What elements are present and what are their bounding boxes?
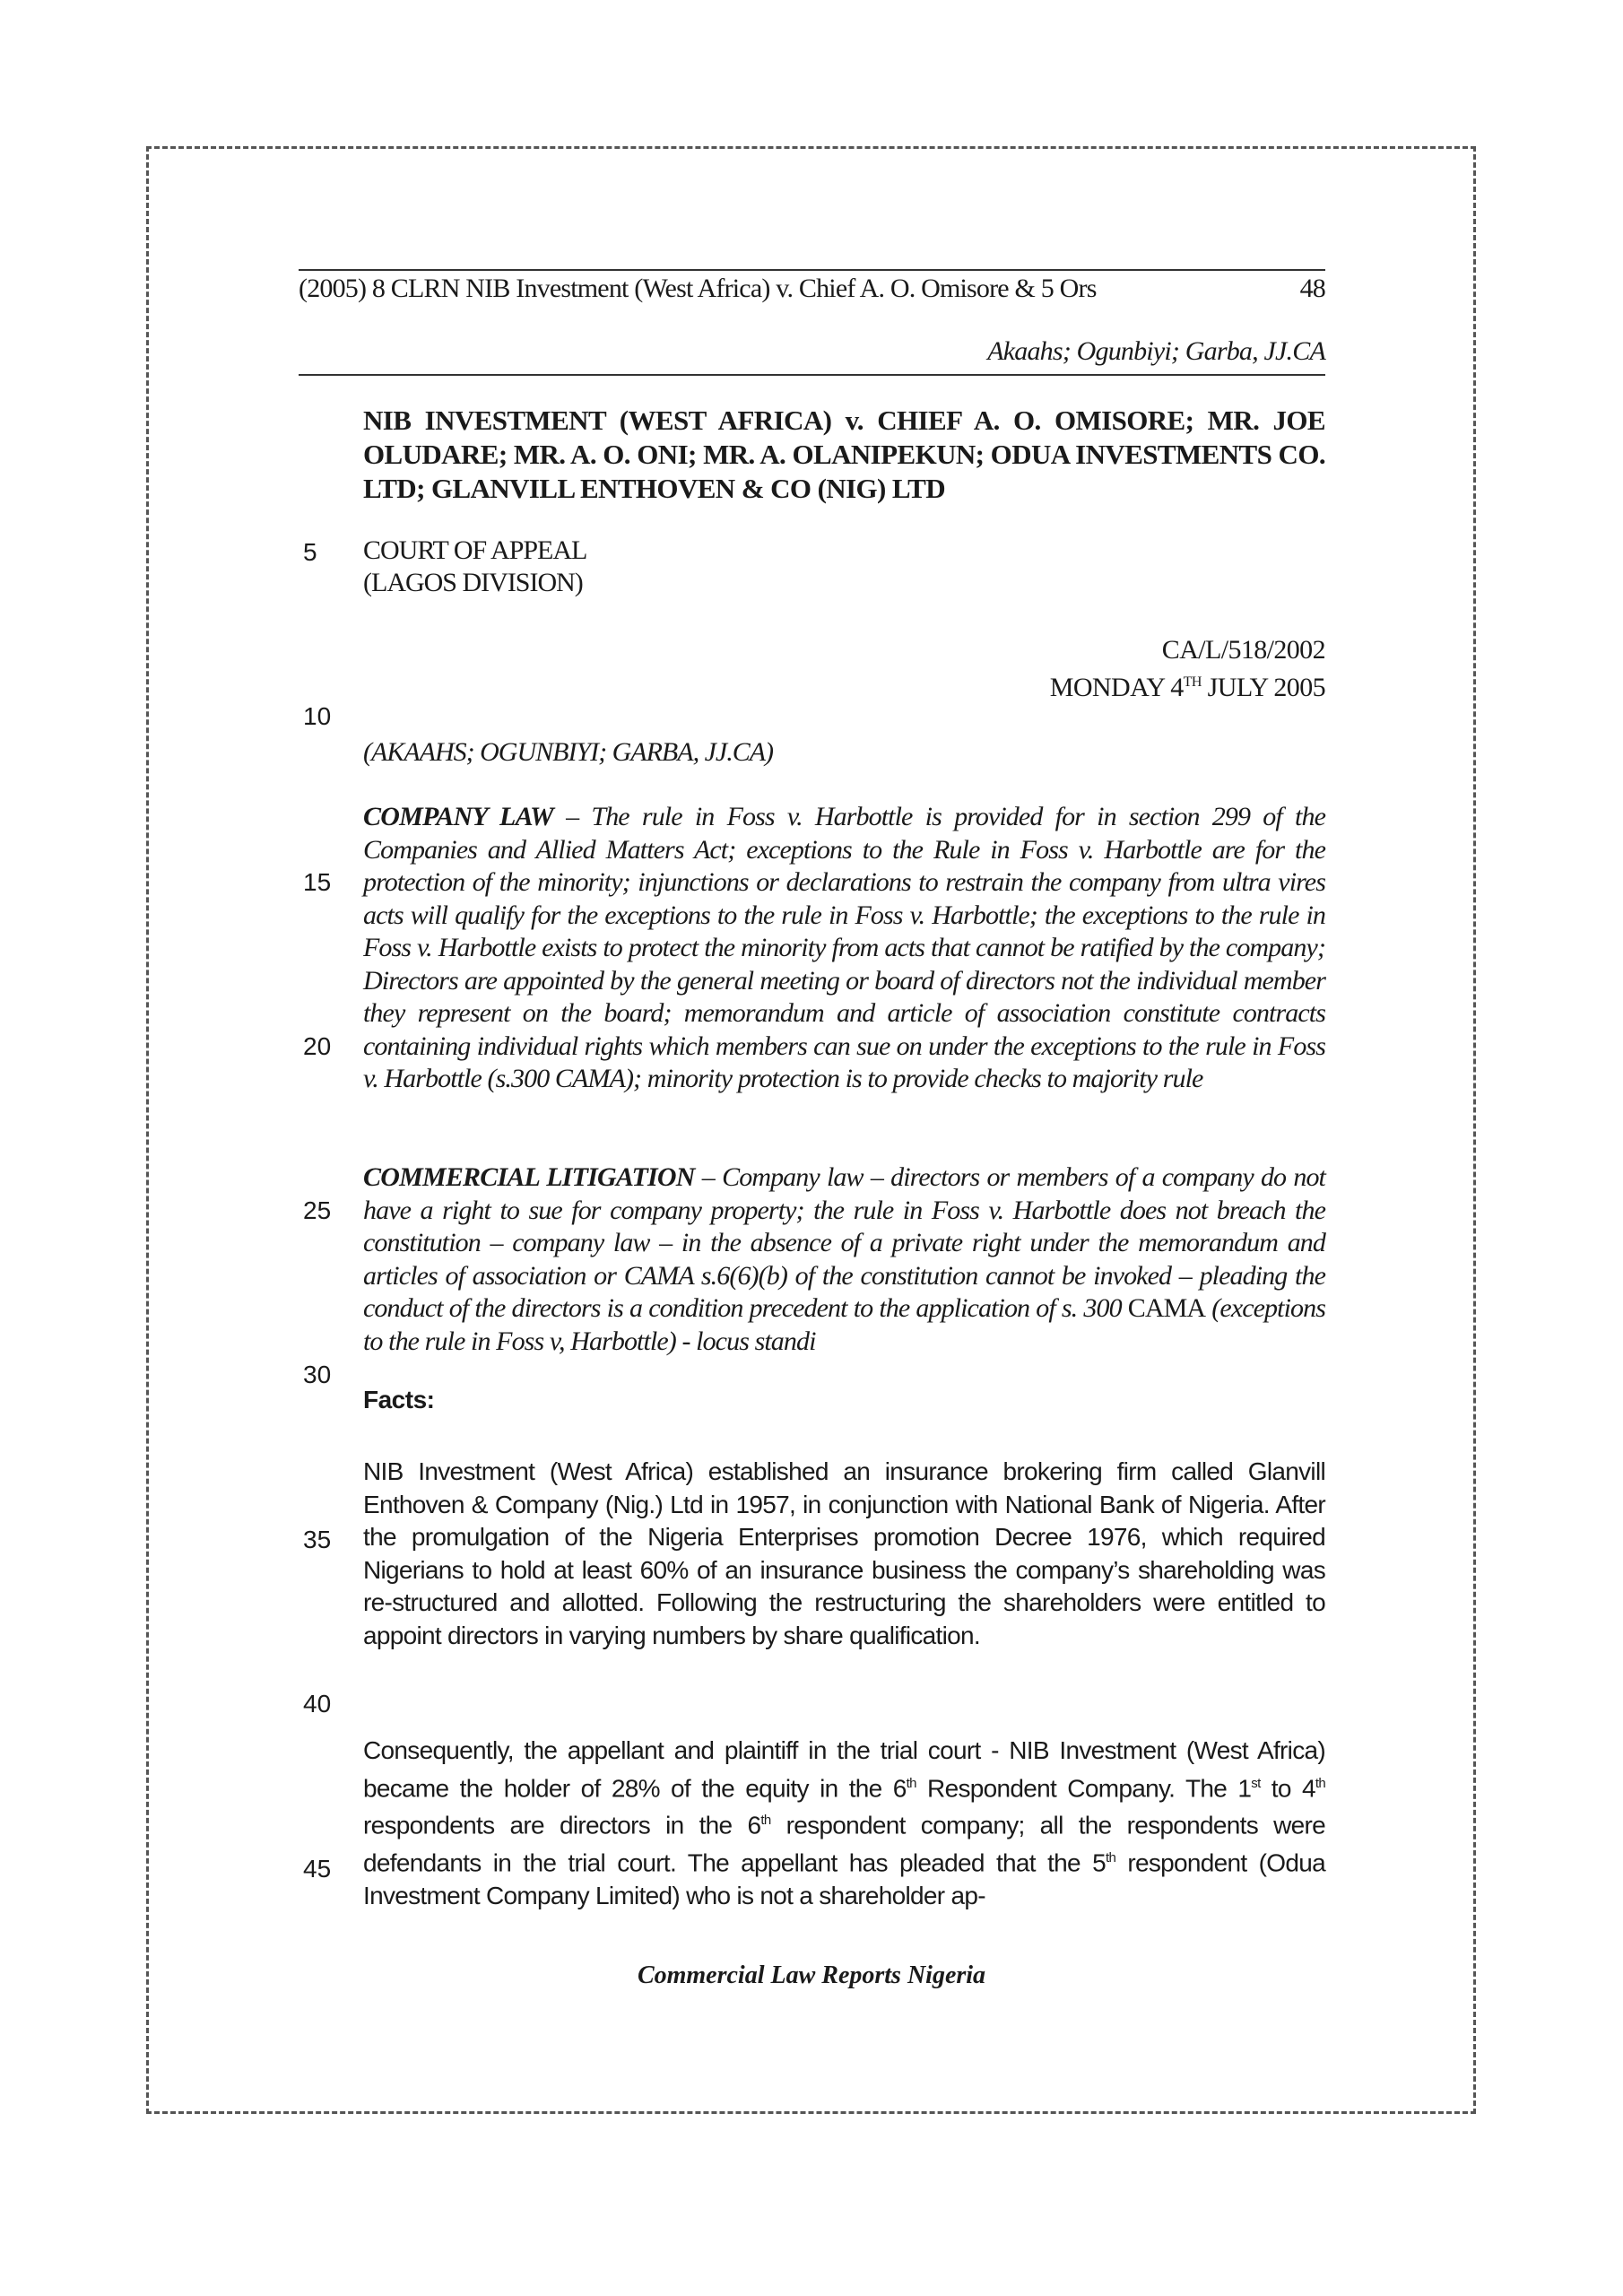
line-number: 35 (303, 1526, 332, 1553)
case-number: CA/L/518/2002 (1161, 635, 1325, 665)
catchword-keyword: COMPANY LAW (363, 802, 553, 831)
line-number: 20 (303, 1032, 332, 1060)
coram: (AKAAHS; OGUNBIYI; GARBA, JJ.CA) (363, 737, 774, 767)
catchword-upright: CAMA (1127, 1293, 1206, 1323)
line-number: 45 (303, 1855, 332, 1883)
catchword-text: – Company law – directors or members of a company do not have a right to sue for company property; the rule in Foss v. Harbottle does not breach the constitution – company law – in the absence of a private right under the memorandum and articles of association or CAMA s.6(6)(b) of the constitution cannot be invoked – pleading the conduct of the directors is a condition precedent to the application of s. 300 (363, 1162, 1325, 1323)
header-top-rule (299, 269, 1325, 271)
publication-footer: Commercial Law Reports Nigeria (637, 1961, 986, 1989)
facts-paragraph-1: NIB Investment (West Africa) established an insurance brokering firm called Glanvill Enthoven & Company (Nig.) Ltd in 1957, in conjunction with National Bank of Nigeria. After the promulgation of the Nigeria Enterprises promotion Decree 1976, which required Nigerians to hold at least 60% of an insurance business the company’s shareholding was re-structured and allotted. Following the restructuring the shareholders were entitled to appoint directors in varying numbers by share qualification. (363, 1457, 1325, 1649)
catchword-text: – The rule in Foss v. Harbottle is provided for in section 299 of the Companies and Allied Matters Act; exceptions to the Rule in Foss v. Harbottle are for the protection of the minority; injunctions or declarations to restrain the company from ultra vires acts will qualify for the exceptions to the rule in Foss v. Harbottle; the exceptions to the rule in Foss v. Harbottle exists to protect the minority from acts that cannot be ratified by the company; Directors are appointed by the general meeting or board of directors not the individual member they represent on the board; memorandum and article of association constitute contracts containing individual rights which members can sue on under the exceptions to the rule in Foss v. Harbottle (s.300 CAMA); minority protection is to provide checks to majority rule (363, 802, 1325, 1093)
court-block (363, 535, 1325, 599)
catchword-company-law (363, 801, 1325, 1096)
case-reference (1050, 634, 1325, 704)
line-number: 30 (303, 1361, 332, 1388)
judgment-date: MONDAY 4TH JULY 2005 (1049, 673, 1325, 702)
header-judges: Akaahs; Ogunbiyi; Garba, JJ.CA (987, 336, 1325, 366)
court-name: COURT OF APPEAL (363, 535, 587, 565)
line-number: 15 (303, 868, 332, 896)
page-number: 48 (1299, 274, 1325, 303)
line-number: 40 (303, 1690, 332, 1718)
facts-paragraph-2: Consequently, the appellant and plaintiff in the trial court - NIB Investment (West Africa) became the holder of 28% of the equity in the 6th Respondent Company. The 1st to 4th respondents are directors in the 6th respondent company; all the respondents were defendants in the trial court. The appellant has pleaded that the 5th respondent (Odua Investment Company Limited) who is not a shareholder ap- (363, 1736, 1325, 1909)
line-number: 5 (303, 538, 317, 566)
catchword-tail: (exceptions to the rule in Foss v, Harbottle) - locus standi (363, 1293, 1326, 1356)
catchword-keyword: COMMERCIAL LITIGATION (363, 1162, 695, 1192)
header-bottom-rule (299, 374, 1325, 376)
court-division: (LAGOS DIVISION) (363, 568, 583, 597)
running-title: (2005) 8 CLRN NIB Investment (West Africa) v. Chief A. O. Omisore & 5 Ors (299, 274, 1097, 303)
line-number: 10 (303, 702, 332, 730)
catchword-commercial-litigation (363, 1161, 1325, 1358)
running-header (299, 273, 1325, 305)
case-title: NIB INVESTMENT (WEST AFRICA) v. CHIEF A. O. OMISORE; MR. JOE OLUDARE; MR. A. O. ONI; MR. A. OLANIPEKUN; ODUA INVESTMENTS CO. LTD; GLANVILL ENTHOVEN & CO (NIG) LTD (363, 404, 1325, 504)
line-number: 25 (303, 1196, 332, 1224)
facts-heading: Facts: (363, 1386, 435, 1413)
